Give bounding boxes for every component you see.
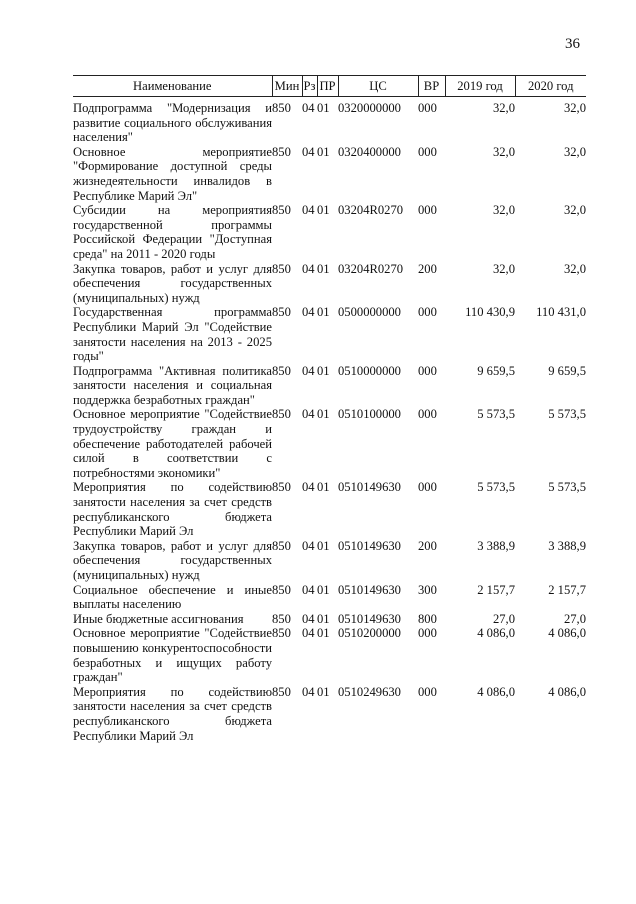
row-vr: 000 xyxy=(418,144,437,159)
row-rz: 04 xyxy=(302,363,315,378)
row-2020-value: 27,0 xyxy=(563,611,586,626)
row-pr: 01 xyxy=(317,144,330,159)
row-pr: 01 xyxy=(317,203,330,218)
row-2020-value: 3 388,9 xyxy=(548,538,586,553)
header-vr: ВР xyxy=(418,76,445,97)
header-2020: 2020 год xyxy=(515,76,586,97)
row-2019-value: 32,0 xyxy=(492,101,515,115)
row-min: 850 xyxy=(272,582,291,597)
row-2019-value: 4 086,0 xyxy=(477,684,515,699)
row-2020-value: 2 157,7 xyxy=(548,582,586,597)
row-min: 850 xyxy=(272,407,291,422)
header-pr: ПР xyxy=(317,76,338,97)
row-vr: 000 xyxy=(418,101,437,115)
table-row xyxy=(73,97,586,145)
row-2020-value: 4 086,0 xyxy=(548,684,586,699)
row-vr: 200 xyxy=(418,538,437,553)
row-2019-value: 9 659,5 xyxy=(477,363,515,378)
row-2019-value: 27,0 xyxy=(492,611,515,626)
row-rz: 04 xyxy=(302,626,315,641)
table-header-row xyxy=(73,76,586,97)
row-min: 850 xyxy=(272,203,291,218)
row-2020-value: 4 086,0 xyxy=(548,626,586,641)
row-vr: 800 xyxy=(418,611,437,626)
table-row xyxy=(73,539,586,583)
row-name: Мероприятия по содействию занятости населения за счет средств республиканского бюджета Республики Марий Эл xyxy=(73,684,272,743)
row-min: 850 xyxy=(272,363,291,378)
row-pr: 01 xyxy=(317,407,330,422)
row-rz: 04 xyxy=(302,407,315,422)
row-2020-value: 5 573,5 xyxy=(548,407,586,422)
row-vr: 000 xyxy=(418,626,437,641)
row-2019-value: 2 157,7 xyxy=(477,582,515,597)
table-row xyxy=(73,612,586,627)
row-min: 850 xyxy=(272,611,291,626)
row-pr: 01 xyxy=(317,261,330,276)
table-row xyxy=(73,685,586,743)
row-min: 850 xyxy=(272,261,291,276)
row-name: Мероприятия по содействию занятости населения за счет средств республиканского бюджета Республики Марий Эл xyxy=(73,480,272,539)
row-vr: 000 xyxy=(418,684,437,699)
row-vr: 300 xyxy=(418,582,437,597)
row-pr: 01 xyxy=(317,480,330,495)
table-row xyxy=(73,364,586,408)
row-vr: 000 xyxy=(418,407,437,422)
row-name: Подпрограмма "Модернизация и развитие социального обслуживания населения" xyxy=(73,101,272,145)
row-min: 850 xyxy=(272,538,291,553)
row-pr: 01 xyxy=(317,684,330,699)
row-name: Субсидии на мероприятия государственной программы Российской Федерации "Доступная среда" на 2011 - 2020 годы xyxy=(73,203,272,261)
row-2020-value: 32,0 xyxy=(563,203,586,218)
row-vr: 000 xyxy=(418,480,437,495)
row-2020-value: 9 659,5 xyxy=(548,363,586,378)
row-vr: 000 xyxy=(418,305,437,320)
row-2019-value: 4 086,0 xyxy=(477,626,515,641)
header-cs: ЦС xyxy=(338,76,418,97)
budget-table xyxy=(73,75,586,743)
row-min: 850 xyxy=(272,480,291,495)
page-number: 36 xyxy=(565,36,580,52)
row-cs: 0510200000 xyxy=(338,626,401,641)
table-row xyxy=(73,407,586,480)
row-cs: 0510149630 xyxy=(338,480,401,495)
row-vr: 000 xyxy=(418,363,437,378)
header-rz: Рз xyxy=(302,76,317,97)
row-2020-value: 32,0 xyxy=(563,101,586,115)
row-rz: 04 xyxy=(302,203,315,218)
row-rz: 04 xyxy=(302,144,315,159)
row-2020-value: 5 573,5 xyxy=(548,480,586,495)
row-min: 850 xyxy=(272,101,291,115)
row-cs: 0510149630 xyxy=(338,582,401,597)
row-pr: 01 xyxy=(317,305,330,320)
row-name: Закупка товаров, работ и услуг для обеспечения государственных (муниципальных) нужд xyxy=(73,538,272,582)
row-cs: 0510249630 xyxy=(338,684,401,699)
table-row xyxy=(73,145,586,203)
row-pr: 01 xyxy=(317,101,330,115)
row-pr: 01 xyxy=(317,363,330,378)
row-min: 850 xyxy=(272,144,291,159)
row-min: 850 xyxy=(272,684,291,699)
row-vr: 000 xyxy=(418,203,437,218)
row-cs: 0320400000 xyxy=(338,144,401,159)
row-rz: 04 xyxy=(302,684,315,699)
row-2019-value: 32,0 xyxy=(492,203,515,218)
row-cs: 0500000000 xyxy=(338,305,401,320)
row-rz: 04 xyxy=(302,582,315,597)
row-2020-value: 110 431,0 xyxy=(536,305,586,320)
row-rz: 04 xyxy=(302,611,315,626)
row-pr: 01 xyxy=(317,582,330,597)
row-name: Социальное обеспечение и иные выплаты населению xyxy=(73,582,272,612)
row-cs: 0510100000 xyxy=(338,407,401,422)
row-cs: 0320000000 xyxy=(338,101,401,115)
row-min: 850 xyxy=(272,626,291,641)
table-row xyxy=(73,203,586,261)
table-row xyxy=(73,305,586,363)
row-2019-value: 5 573,5 xyxy=(477,480,515,495)
row-pr: 01 xyxy=(317,626,330,641)
row-2020-value: 32,0 xyxy=(563,261,586,276)
row-name: Основное мероприятие "Содействие трудоустройству граждан и обеспечение работодателей рабочей силой в соответствии с потребностями экономики" xyxy=(73,407,272,480)
row-rz: 04 xyxy=(302,101,315,115)
row-cs: 03204R0270 xyxy=(338,203,404,218)
header-2019: 2019 год xyxy=(445,76,515,97)
row-cs: 03204R0270 xyxy=(338,261,404,276)
row-name: Государственная программа Республики Марий Эл "Содействие занятости населения на 2013 - 2025 годы" xyxy=(73,305,272,364)
row-name: Иные бюджетные ассигнования xyxy=(73,611,244,626)
table-row xyxy=(73,262,586,306)
row-pr: 01 xyxy=(317,538,330,553)
row-cs: 0510000000 xyxy=(338,363,401,378)
row-vr: 200 xyxy=(418,261,437,276)
table-body xyxy=(73,97,586,744)
row-min: 850 xyxy=(272,305,291,320)
row-2019-value: 110 430,9 xyxy=(465,305,515,320)
row-name: Основное мероприятие "Содействие повышению конкурентоспособности безработных и ищущих работу граждан" xyxy=(73,626,272,685)
header-name: Наименование xyxy=(73,76,272,97)
row-rz: 04 xyxy=(302,538,315,553)
row-rz: 04 xyxy=(302,480,315,495)
row-2019-value: 5 573,5 xyxy=(477,407,515,422)
row-2020-value: 32,0 xyxy=(563,144,586,159)
row-rz: 04 xyxy=(302,261,315,276)
row-2019-value: 32,0 xyxy=(492,144,515,159)
row-pr: 01 xyxy=(317,611,330,626)
header-min: Мин xyxy=(272,76,302,97)
table-row xyxy=(73,626,586,684)
row-name: Основное мероприятие "Формирование доступной среды жизнедеятельности инвалидов в Республике Марий Эл" xyxy=(73,144,272,203)
row-cs: 0510149630 xyxy=(338,611,401,626)
row-name: Подпрограмма "Активная политика занятости населения и социальная поддержка безработных граждан" xyxy=(73,363,272,407)
table-row xyxy=(73,583,586,612)
row-cs: 0510149630 xyxy=(338,538,401,553)
table-row xyxy=(73,480,586,538)
row-2019-value: 3 388,9 xyxy=(477,538,515,553)
row-2019-value: 32,0 xyxy=(492,261,515,276)
row-name: Закупка товаров, работ и услуг для обеспечения государственных (муниципальных) нужд xyxy=(73,261,272,305)
row-rz: 04 xyxy=(302,305,315,320)
